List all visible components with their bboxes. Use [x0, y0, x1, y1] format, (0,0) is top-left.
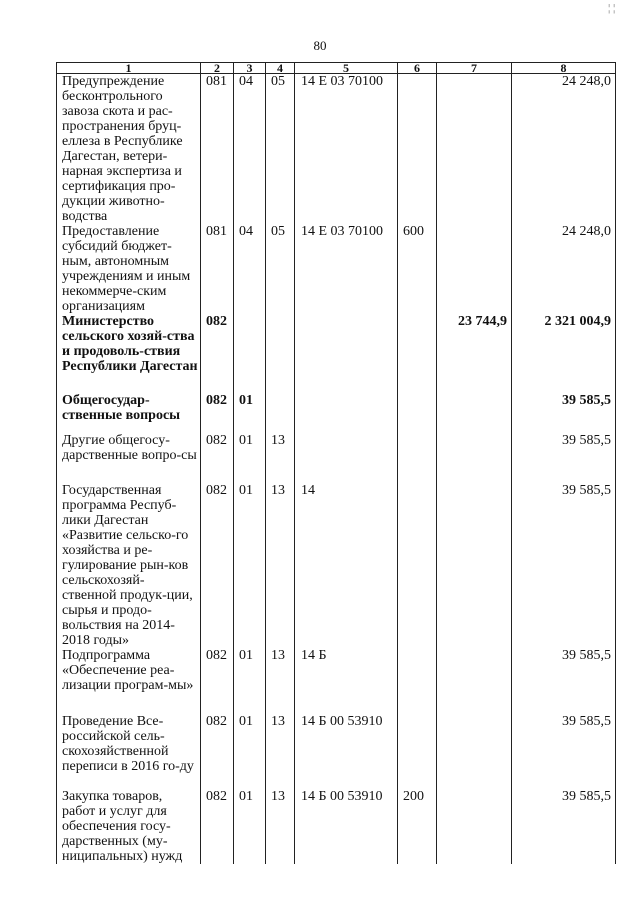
expense-type-cell — [398, 714, 437, 789]
table-row — [57, 433, 616, 483]
target-article-cell — [295, 433, 398, 483]
target-article-cell — [295, 314, 398, 393]
subsection-code-cell: 05 — [266, 224, 295, 314]
subvention-amount-cell — [437, 74, 512, 225]
target-article-cell: 14 Б 00 53910 — [295, 714, 398, 789]
section-code-cell: 01 — [234, 433, 266, 483]
section-code-cell: 01 — [234, 789, 266, 864]
expense-type-cell — [398, 74, 437, 225]
column-header: 1 — [57, 63, 201, 74]
total-amount-cell: 39 585,5 — [512, 393, 616, 433]
row-name-cell: Предупреждение бесконтрольного завоза скота и рас-пространения бруц-еллеза в Республике Дагестан, ветери-нарная экспертиза и сертификация про-дукции животно-водства — [57, 74, 201, 225]
total-amount-cell: 24 248,0 — [512, 74, 616, 225]
subsection-code-cell: 13 — [266, 483, 295, 648]
subvention-amount-cell — [437, 789, 512, 864]
scan-margin-mark: ¦ ¦ — [608, 2, 616, 14]
total-amount-cell: 39 585,5 — [512, 789, 616, 864]
table-row — [57, 483, 616, 648]
table-row — [57, 74, 616, 225]
expense-type-cell — [398, 648, 437, 714]
subvention-amount-cell — [437, 433, 512, 483]
expense-type-cell: 600 — [398, 224, 437, 314]
subsection-code-cell: 13 — [266, 648, 295, 714]
target-article-cell: 14 Е 03 70100 — [295, 224, 398, 314]
column-header: 8 — [512, 63, 616, 74]
admin-code-cell: 082 — [201, 714, 234, 789]
row-name-cell: Общегосудар-ственные вопросы — [57, 393, 201, 433]
section-code-cell: 01 — [234, 393, 266, 433]
admin-code-cell: 081 — [201, 74, 234, 225]
total-amount-cell: 2 321 004,9 — [512, 314, 616, 393]
table-row — [57, 393, 616, 433]
row-name-cell: Министерство сельского хозяй-ства и продоволь-ствия Республики Дагестан — [57, 314, 201, 393]
row-name-cell: Государственная программа Респуб-лики Дагестан «Развитие сельско-го хозяйства и ре-гулирование рын-ков сельскохозяй-ственной продук-ции, сырья и продо-вольствия на 2014-2018 годы» — [57, 483, 201, 648]
subsection-code-cell: 05 — [266, 74, 295, 225]
admin-code-cell: 082 — [201, 314, 234, 393]
column-header: 6 — [398, 63, 437, 74]
row-name-cell: Другие общегосу-дарственные вопро-сы — [57, 433, 201, 483]
row-name-cell: Закупка товаров, работ и услуг для обеспечения госу-дарственных (му-ниципальных) нужд — [57, 789, 201, 864]
section-code-cell — [234, 314, 266, 393]
subsection-code-cell — [266, 314, 295, 393]
total-amount-cell: 39 585,5 — [512, 648, 616, 714]
admin-code-cell: 081 — [201, 224, 234, 314]
total-amount-cell: 39 585,5 — [512, 433, 616, 483]
total-amount-cell: 39 585,5 — [512, 483, 616, 648]
target-article-cell: 14 Б 00 53910 — [295, 789, 398, 864]
section-code-cell: 01 — [234, 483, 266, 648]
expense-type-cell — [398, 483, 437, 648]
subsection-code-cell: 13 — [266, 714, 295, 789]
table-row — [57, 314, 616, 393]
table-row — [57, 714, 616, 789]
row-name-cell: Предоставление субсидий бюджет-ным, автономным учреждениям и иным некоммерче-ским организациям — [57, 224, 201, 314]
table-row — [57, 224, 616, 314]
admin-code-cell: 082 — [201, 393, 234, 433]
target-article-cell: 14 — [295, 483, 398, 648]
column-header: 7 — [437, 63, 512, 74]
admin-code-cell: 082 — [201, 648, 234, 714]
admin-code-cell: 082 — [201, 483, 234, 648]
expense-type-cell: 200 — [398, 789, 437, 864]
expense-type-cell — [398, 314, 437, 393]
column-header: 4 — [266, 63, 295, 74]
total-amount-cell: 39 585,5 — [512, 714, 616, 789]
budget-table — [56, 62, 616, 864]
expense-type-cell — [398, 433, 437, 483]
subvention-amount-cell — [437, 393, 512, 433]
target-article-cell — [295, 393, 398, 433]
expense-type-cell — [398, 393, 437, 433]
subvention-amount-cell: 23 744,9 — [437, 314, 512, 393]
section-code-cell: 01 — [234, 714, 266, 789]
admin-code-cell: 082 — [201, 789, 234, 864]
target-article-cell: 14 Е 03 70100 — [295, 74, 398, 225]
header-row — [57, 63, 616, 74]
section-code-cell: 01 — [234, 648, 266, 714]
subvention-amount-cell — [437, 224, 512, 314]
subvention-amount-cell — [437, 648, 512, 714]
subvention-amount-cell — [437, 483, 512, 648]
column-header: 3 — [234, 63, 266, 74]
page-number: 80 — [313, 38, 327, 53]
total-amount-cell: 24 248,0 — [512, 224, 616, 314]
section-code-cell: 04 — [234, 224, 266, 314]
subsection-code-cell — [266, 393, 295, 433]
column-header: 2 — [201, 63, 234, 74]
row-name-cell: Проведение Все-российской сель-скохозяйственной переписи в 2016 го-ду — [57, 714, 201, 789]
subvention-amount-cell — [437, 714, 512, 789]
subsection-code-cell: 13 — [266, 789, 295, 864]
column-header: 5 — [295, 63, 398, 74]
table-row — [57, 789, 616, 864]
admin-code-cell: 082 — [201, 433, 234, 483]
table-row — [57, 648, 616, 714]
row-name-cell: Подпрограмма «Обеспечение реа-лизации програм-мы» — [57, 648, 201, 714]
target-article-cell: 14 Б — [295, 648, 398, 714]
section-code-cell: 04 — [234, 74, 266, 225]
subsection-code-cell: 13 — [266, 433, 295, 483]
